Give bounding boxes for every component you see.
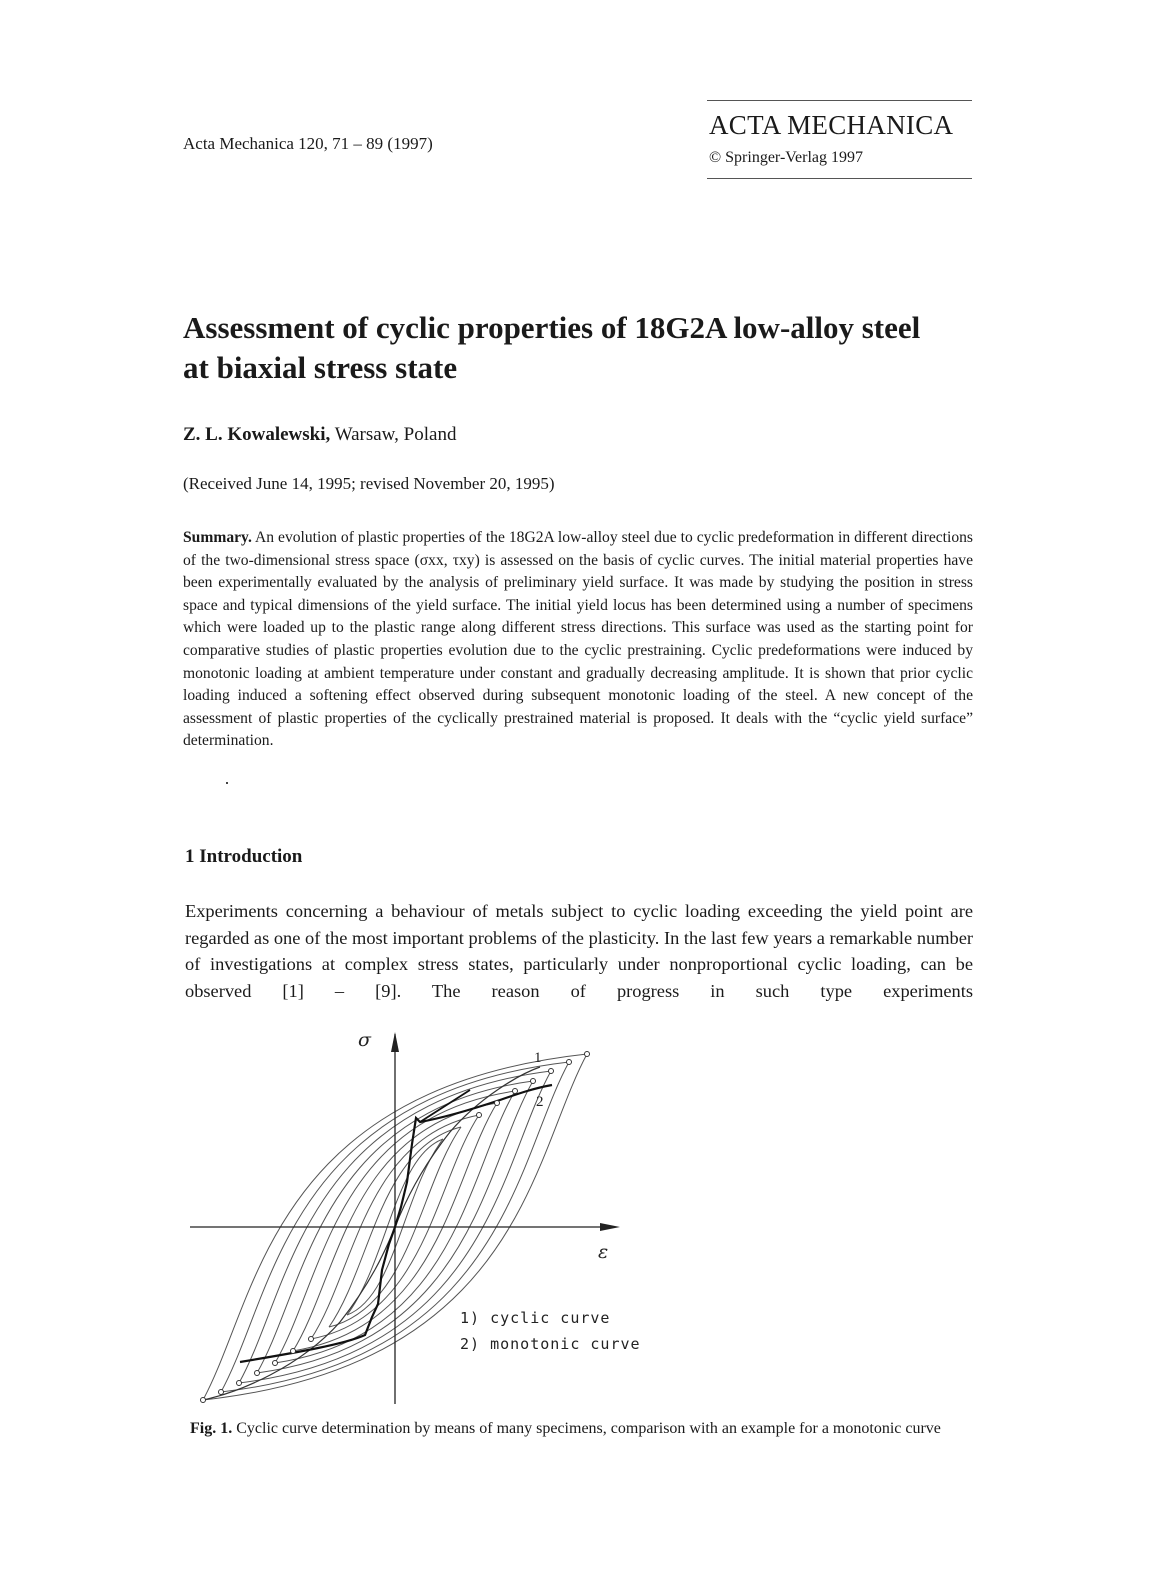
header-rule-bottom	[707, 178, 972, 179]
header-rule-top	[707, 100, 972, 101]
stray-mark	[226, 782, 228, 784]
cyclic-point-5-upper	[513, 1089, 518, 1094]
journal-header-box	[707, 100, 972, 180]
epsilon-axis-arrow	[600, 1223, 620, 1231]
summary-text: An evolution of plastic properties of the 18G2A low-alloy steel due to cyclic predeformation in different directions of the two-dimensional stress space (σxx, τxy) is assessed on the basis of cyclic curves. The initial material properties have been experimentally evaluated by the analysis of preliminary yield surface. It was made by studying the position in stress space and typical dimensions of the yield surface. The initial yield locus has been determined using a number of specimens which were loaded up to the plastic range along different stress directions. This surface was used as the starting point for comparative studies of plastic properties evolution due to the cyclic prestraining. Cyclic predeformations were induced by monotonic loading at ambient temperature under constant and gradually decreasing amplitude. It is shown that prior cyclic loading induced a softening effect observed during subsequent monotonic loading of the steel. A new concept of the assessment of plastic properties of the cyclically prestrained material is proposed. It deals with the “cyclic yield surface” determination.	[183, 529, 973, 750]
cyclic-point-6-lower	[255, 1371, 260, 1376]
curve-2-label: 2	[536, 1094, 544, 1110]
cyclic-point-5-lower	[273, 1361, 278, 1366]
legend-monotonic-curve: 2) monotonic curve	[460, 1335, 641, 1353]
curve-1-label: 1	[534, 1050, 542, 1066]
author-name: Z. L. Kowalewski,	[183, 424, 331, 445]
caption-label: Fig. 1.	[190, 1420, 233, 1437]
article-title-line-2: at biaxial stress state	[183, 350, 458, 385]
cyclic-point-6-upper	[531, 1079, 536, 1084]
cyclic-point-7-upper	[549, 1069, 554, 1074]
section-heading-introduction: 1 Introduction	[185, 846, 303, 867]
publisher-copyright: © Springer-Verlag 1997	[709, 149, 864, 166]
journal-citation: Acta Mechanica 120, 71 – 89 (1997)	[183, 134, 433, 153]
sigma-axis-arrow	[391, 1032, 399, 1052]
cyclic-point-8-lower	[219, 1390, 224, 1395]
sigma-axis-label: σ	[358, 1029, 371, 1051]
author-affiliation: Warsaw, Poland	[330, 424, 457, 445]
summary-label: Summary.	[183, 529, 252, 546]
cyclic-point-9-upper	[585, 1052, 590, 1057]
introduction-paragraph: Experiments concerning a behaviour of metals subject to cyclic loading exceeding the yield point are regarded as one of the most important problems of the plasticity. In the last few years a remarkable number of investigations at complex stress states, particularly under nonproportional cyclic loading, can be observed [1] – [9]. The reason of progress in such type experiments	[185, 901, 973, 1002]
caption-text: Cyclic curve determination by means of many specimens, comparison with an example for a monotonic curve	[232, 1420, 941, 1437]
cyclic-point-4-upper	[495, 1101, 500, 1106]
received-dates: (Received June 14, 1995; revised November 20, 1995)	[183, 474, 555, 493]
journal-title: ACTA MECHANICA	[709, 110, 954, 140]
summary-paragraph	[183, 527, 973, 753]
cyclic-point-3-lower	[309, 1337, 314, 1342]
cyclic-point-7-lower	[237, 1381, 242, 1386]
cyclic-point-4-lower	[291, 1349, 296, 1354]
figure-caption	[190, 1418, 980, 1439]
legend-cyclic-curve: 1) cyclic curve	[460, 1309, 611, 1327]
article-title-line-1: Assessment of cyclic properties of 18G2A low-alloy steel	[183, 310, 921, 345]
epsilon-axis-label: ε	[598, 1241, 609, 1263]
cyclic-point-8-upper	[567, 1060, 572, 1065]
article-title	[183, 308, 983, 388]
cyclic-point-9-lower	[201, 1398, 206, 1403]
figure-1	[180, 1022, 700, 1410]
cyclic-curve-diagram	[180, 1022, 700, 1410]
author-line	[183, 424, 456, 446]
cyclic-point-3-upper	[477, 1113, 482, 1118]
